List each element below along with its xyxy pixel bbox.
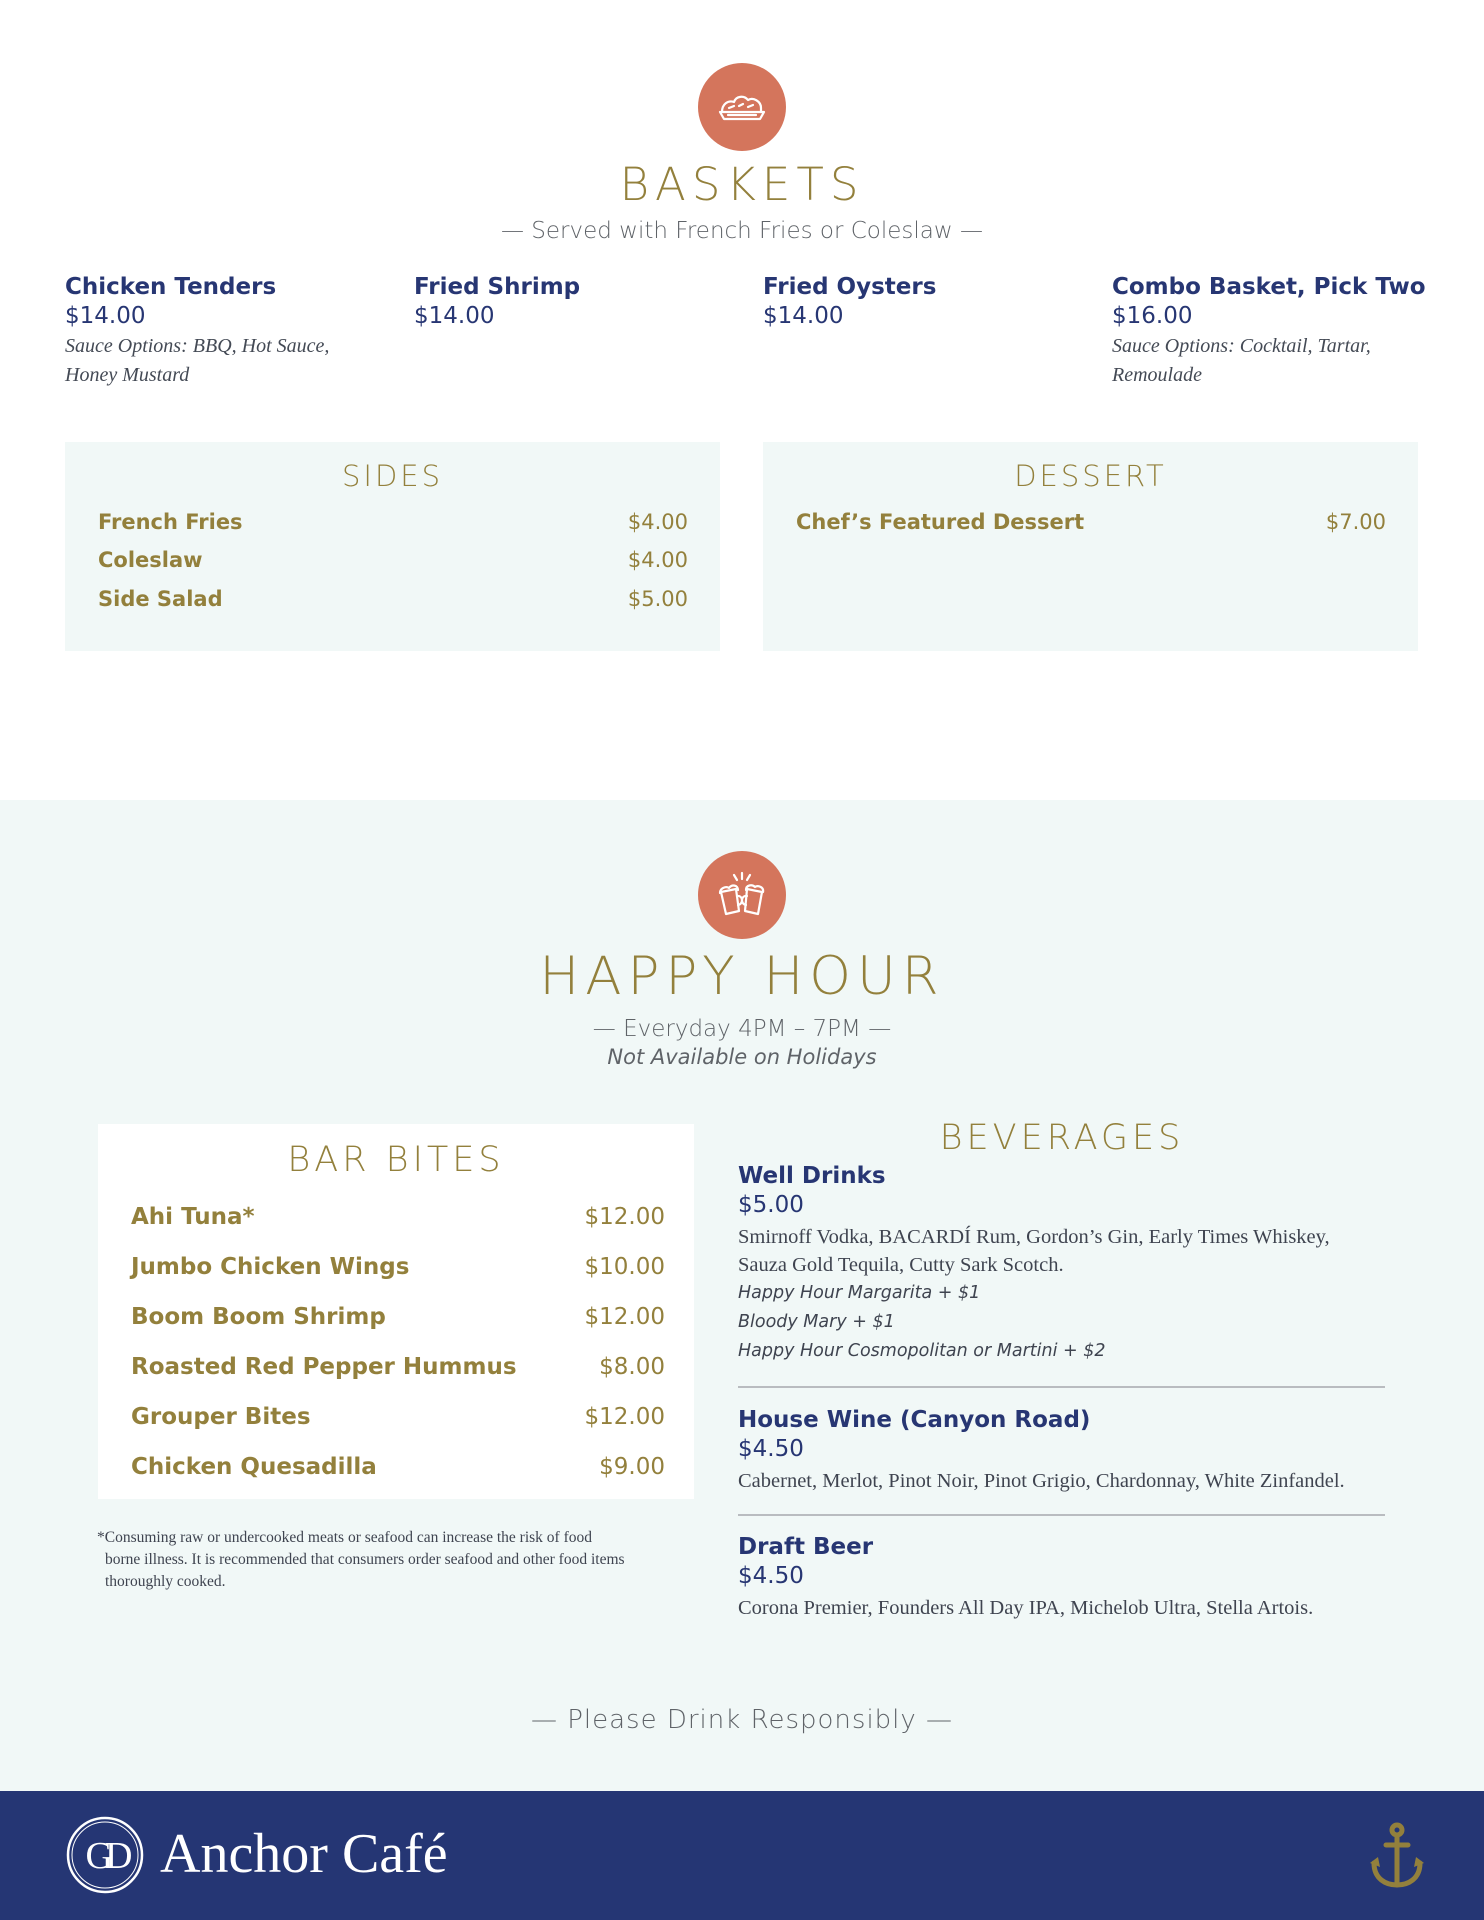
beverages-section <box>738 1118 1386 1622</box>
side-price: $5.00 <box>627 587 688 611</box>
basket-item <box>65 272 385 390</box>
list-item <box>131 1242 665 1292</box>
bite-name: Boom Boom Shrimp <box>131 1304 386 1330</box>
list-item <box>131 1442 665 1492</box>
dessert-name: Chef’s Featured Dessert <box>796 510 1085 534</box>
happy-hour-title: HAPPY HOUR <box>539 946 945 1007</box>
sides-title: SIDES <box>341 459 444 493</box>
item-name: Fried Shrimp <box>414 274 581 300</box>
bev-desc: Sauza Gold Tequila, Cutty Sark Scotch. <box>738 1254 1064 1276</box>
food-safety-disclaimer <box>97 1527 707 1593</box>
closing-note: — Please Drink Responsibly — <box>530 1705 954 1735</box>
sides-panel <box>65 442 720 651</box>
list-item <box>98 503 688 541</box>
item-price: $14.00 <box>65 303 146 329</box>
dessert-panel <box>763 442 1418 651</box>
item-note: Sauce Options: BBQ, Hot Sauce, Honey Mustard <box>65 335 330 386</box>
footer <box>0 1791 1484 1920</box>
list-item <box>131 1192 665 1242</box>
bite-price: $12.00 <box>584 1204 665 1230</box>
item-price: $14.00 <box>763 303 844 329</box>
bite-price: $12.00 <box>584 1304 665 1330</box>
bite-name: Ahi Tuna* <box>131 1204 255 1230</box>
basket-item <box>1112 272 1452 390</box>
item-name: Chicken Tenders <box>65 274 277 300</box>
logo-monogram: GD <box>85 1835 125 1877</box>
side-price: $4.00 <box>627 548 688 572</box>
bite-name: Jumbo Chicken Wings <box>131 1254 410 1280</box>
disclaimer-line: borne illness. It is recommended that consumers order seafood and other food items <box>105 1551 625 1568</box>
baskets-subtitle: — Served with French Fries or Coleslaw — <box>500 218 983 244</box>
disclaimer-line: *Consuming raw or undercooked meats or seafood can increase the risk of food <box>97 1529 592 1546</box>
bar-bites-title: BAR BITES <box>287 1140 505 1180</box>
dessert-price: $7.00 <box>1325 510 1386 534</box>
beer-mugs-icon <box>698 851 786 939</box>
monogram-logo-icon <box>65 1815 145 1895</box>
bev-extra: Bloody Mary + $1 <box>738 1312 895 1332</box>
basket-item <box>414 272 734 330</box>
item-price: $14.00 <box>414 303 495 329</box>
bev-desc: Corona Premier, Founders All Day IPA, Michelob Ultra, Stella Artois. <box>738 1597 1314 1619</box>
house-wine <box>738 1405 1386 1495</box>
bev-desc: Smirnoff Vodka, BACARDÍ Rum, Gordon’s Gin, Early Times Whiskey, <box>738 1226 1330 1248</box>
well-drinks <box>738 1161 1386 1366</box>
list-item <box>98 541 688 580</box>
bite-price: $9.00 <box>599 1454 665 1480</box>
bev-name: Draft Beer <box>738 1534 874 1560</box>
happy-hour-times: — Everyday 4PM – 7PM — <box>592 1016 892 1042</box>
bite-price: $10.00 <box>584 1254 665 1280</box>
bev-price: $5.00 <box>738 1192 804 1218</box>
divider <box>738 1386 1385 1388</box>
divider <box>738 1514 1385 1516</box>
list-item <box>796 503 1386 541</box>
side-price: $4.00 <box>627 510 688 534</box>
baskets-title: BASKETS <box>619 158 865 211</box>
bite-name: Chicken Quesadilla <box>131 1454 377 1480</box>
side-name: French Fries <box>98 510 243 534</box>
item-name: Fried Oysters <box>763 274 937 300</box>
bev-desc: Cabernet, Merlot, Pinot Noir, Pinot Grigio, Chardonnay, White Zinfandel. <box>738 1470 1345 1492</box>
side-name: Coleslaw <box>98 548 203 572</box>
dessert-title: DESSERT <box>1014 459 1167 493</box>
bar-bites-panel <box>98 1124 694 1499</box>
anchor-icon <box>1368 1821 1426 1891</box>
bev-extra: Happy Hour Margarita + $1 <box>738 1283 981 1303</box>
list-item <box>131 1392 665 1442</box>
bite-price: $8.00 <box>599 1354 665 1380</box>
bite-name: Roasted Red Pepper Hummus <box>131 1354 517 1380</box>
basket-item <box>763 272 1083 330</box>
bev-extra: Happy Hour Cosmopolitan or Martini + $2 <box>738 1341 1106 1361</box>
bev-price: $4.50 <box>738 1563 804 1589</box>
item-name: Combo Basket, Pick Two <box>1112 274 1426 300</box>
disclaimer-line: thoroughly cooked. <box>105 1573 226 1590</box>
bev-name: Well Drinks <box>738 1163 886 1189</box>
brand-name: Anchor Café <box>160 1823 448 1885</box>
bev-name: House Wine (Canyon Road) <box>738 1407 1091 1433</box>
food-basket-icon <box>698 63 786 151</box>
list-item <box>98 580 688 618</box>
bite-name: Grouper Bites <box>131 1404 311 1430</box>
bev-price: $4.50 <box>738 1436 804 1462</box>
list-item <box>131 1292 665 1342</box>
side-name: Side Salad <box>98 587 223 611</box>
item-note: Sauce Options: Cocktail, Tartar, Remoulade <box>1112 335 1371 386</box>
list-item <box>131 1342 665 1392</box>
bite-price: $12.00 <box>584 1404 665 1430</box>
item-price: $16.00 <box>1112 303 1193 329</box>
beverages-title: BEVERAGES <box>939 1118 1185 1158</box>
draft-beer <box>738 1532 1386 1622</box>
happy-hour-note: Not Available on Holidays <box>607 1045 877 1069</box>
